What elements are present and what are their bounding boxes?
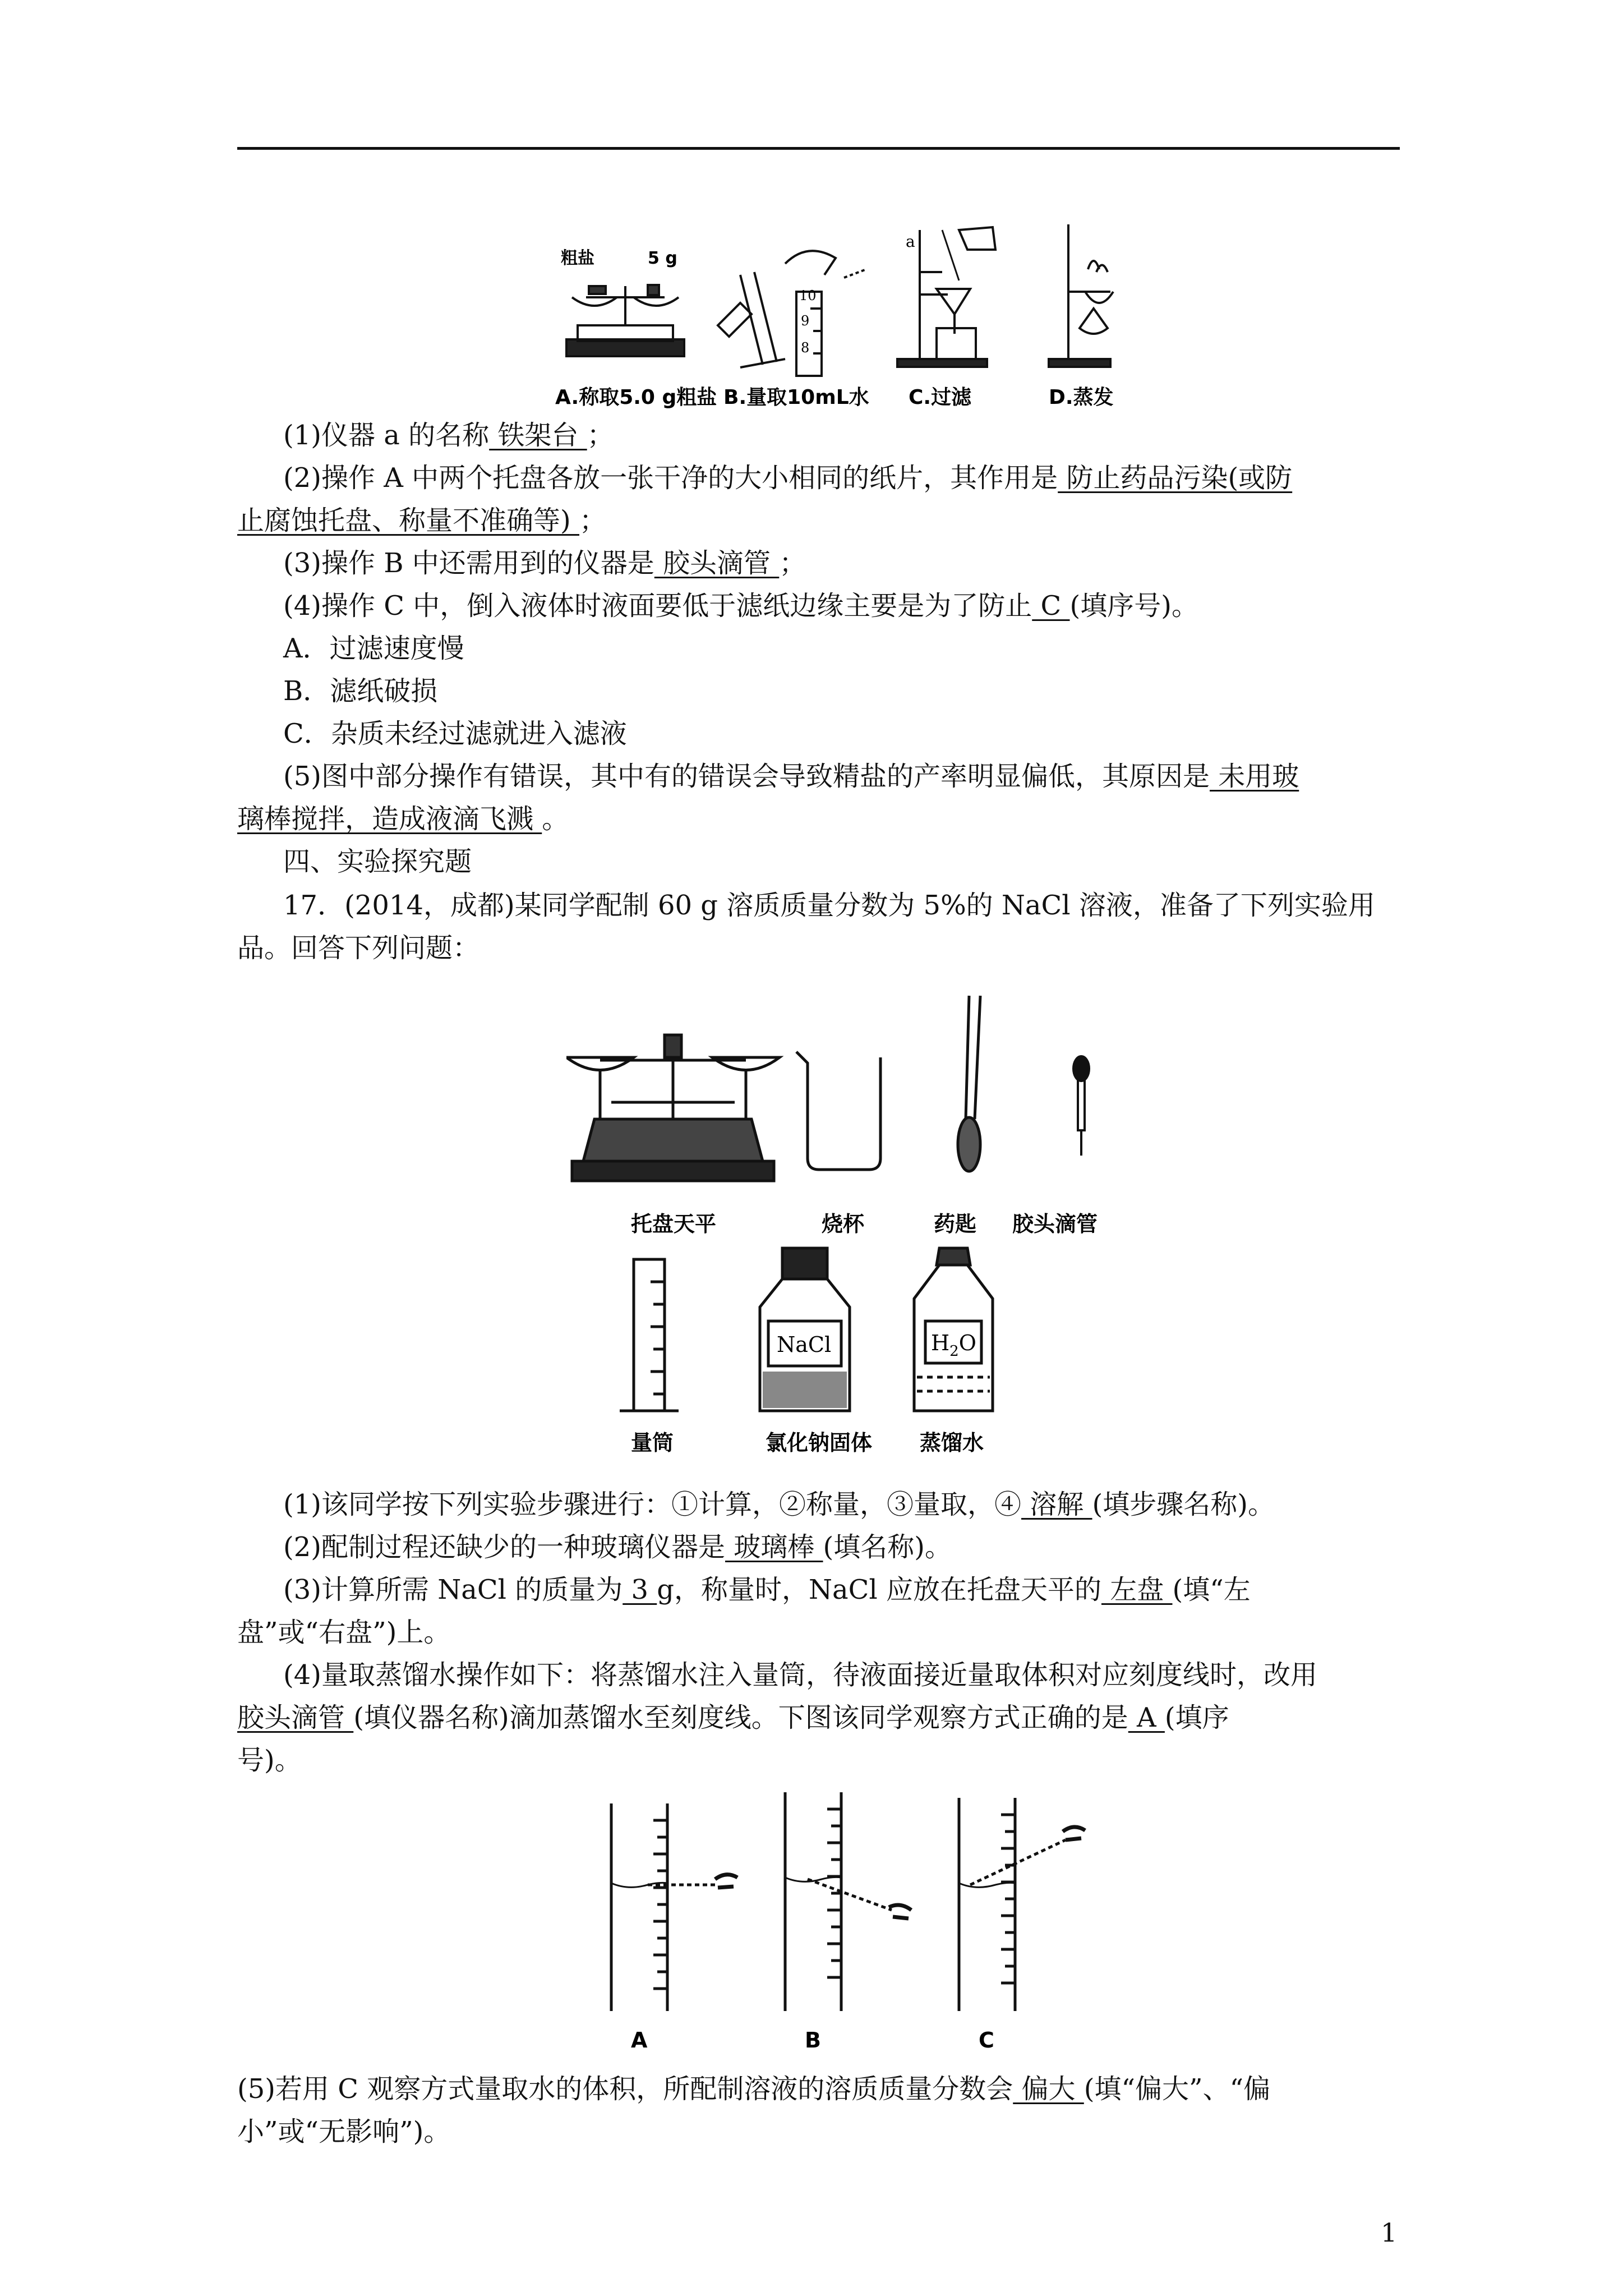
- spoon-image: [958, 996, 980, 1171]
- iron-stand-label: a: [906, 232, 915, 251]
- q17-part3-cont: 盘”或“右盘”)上。: [237, 1617, 451, 1648]
- q17-part1: (1)该同学按下列实验步骤进行：①计算，②称量，③量取，④ 溶解 (填步骤名称)。: [283, 1489, 1275, 1520]
- water-bottle-image: [914, 1248, 993, 1411]
- view-b-label: B: [805, 2028, 821, 2053]
- cylinder-label: 量筒: [631, 1430, 674, 1455]
- answer-blank: 胶头滴管: [237, 1702, 354, 1733]
- q16-option-a: A．过滤速度慢: [283, 633, 464, 664]
- answer-blank: 偏大: [1013, 2073, 1084, 2105]
- answer-blank: 溶解: [1021, 1489, 1092, 1520]
- caption-b: B.量取10mL水: [723, 386, 869, 409]
- q17-part3: (3)计算所需 NaCl 的质量为 3 g，称量时，NaCl 应放在托盘天平的 左盘 (填“左: [283, 1574, 1251, 1605]
- beaker-label: 烧杯: [822, 1212, 865, 1236]
- q17-part2: (2)配制过程还缺少的一种玻璃仪器是 玻璃棒 (填名称)。: [283, 1531, 952, 1563]
- balance-label: 托盘天平: [631, 1212, 717, 1236]
- beaker-image: [796, 1052, 880, 1170]
- salt-purification-figure: [555, 219, 1150, 409]
- q16-part2-cont: 止腐蚀托盘、称量不准确等) ；: [237, 505, 607, 536]
- header-rule: [237, 147, 1400, 150]
- caption-a: A.称取5.0 g粗盐: [555, 386, 717, 409]
- nacl-bottle-image: [760, 1248, 850, 1411]
- tick-9: 9: [801, 313, 810, 329]
- cylinder-image: [620, 1259, 679, 1411]
- dropper-image: [1073, 1056, 1089, 1156]
- answer-blank: C: [1032, 590, 1070, 622]
- answer-blank: 止腐蚀托盘、称量不准确等): [237, 505, 579, 536]
- tick-10: 10: [799, 288, 817, 303]
- caption-c: C.过滤: [909, 386, 972, 409]
- balance-illustration: [566, 285, 684, 356]
- crude-salt-label: 粗盐: [561, 249, 594, 268]
- q16-part2: (2)操作 A 中两个托盘各放一张干净的大小相同的纸片，其作用是 防止药品污染(或防: [283, 462, 1293, 494]
- q17-part5-cont: 小”或“无影响”)。: [237, 2116, 451, 2147]
- q16-part5-cont: 璃棒搅拌，造成液滴飞溅 。: [237, 803, 569, 835]
- cylinder-reading-figure: [606, 1787, 1099, 2056]
- answer-blank: 防止药品污染(或防: [1058, 462, 1293, 494]
- q17-stem-cont: 品。回答下列问题：: [237, 932, 480, 964]
- answer-blank: 未用玻: [1210, 761, 1299, 792]
- view-c-label: C: [979, 2028, 994, 2053]
- view-a-diagram: [611, 1803, 737, 2011]
- answer-blank: 胶头滴管: [654, 547, 780, 579]
- q16-option-b: B．滤纸破损: [283, 675, 438, 707]
- q17-stem: 17．(2014，成都)某同学配制 60 g 溶质质量分数为 5%的 NaCl 溶液，准备了下列实验用: [283, 890, 1375, 921]
- answer-blank: A: [1128, 1702, 1165, 1733]
- balance-image: [566, 1035, 780, 1181]
- nacl-label: 氯化钠固体: [766, 1430, 873, 1455]
- apparatus-figure: [566, 984, 1127, 1461]
- water-label: 蒸馏水: [920, 1430, 984, 1455]
- q16-part4: (4)操作 C 中，倒入液体时液面要低于滤纸边缘主要是为了防止 C (填序号)。: [283, 590, 1198, 622]
- answer-blank: 玻璃棒: [725, 1531, 823, 1563]
- answer-blank: 璃棒搅拌，造成液滴飞溅: [237, 803, 542, 835]
- q16-part3: (3)操作 B 中还需用到的仪器是 胶头滴管 ；: [283, 547, 806, 579]
- weight-label: 5 g: [648, 249, 677, 268]
- q17-part5: (5)若用 C 观察方式量取水的体积，所配制溶液的溶质质量分数会 偏大 (填“偏大”、“偏: [237, 2073, 1271, 2105]
- spoon-label: 药匙: [934, 1212, 977, 1236]
- answer-blank: 左盘: [1101, 1574, 1173, 1605]
- q17-part4-end: 号)。: [237, 1745, 302, 1776]
- page-number: 1: [1381, 2217, 1398, 2248]
- caption-d: D.蒸发: [1049, 386, 1114, 409]
- nacl-label-text: NaCl: [777, 1332, 832, 1357]
- q17-part4: (4)量取蒸馏水操作如下：将蒸馏水注入量筒，待液面接近量取体积对应刻度线时，改用: [283, 1659, 1317, 1691]
- answer-blank: 铁架台: [489, 420, 587, 451]
- q16-part5: (5)图中部分操作有错误，其中有的错误会导致精盐的产率明显偏低，其原因是 未用玻: [283, 761, 1299, 792]
- water-label-text: $H_2O$: [931, 1331, 976, 1360]
- view-a-label: A: [631, 2028, 648, 2053]
- q17-part4-cont: 胶头滴管 (填仪器名称)滴加蒸馏水至刻度线。下图该同学观察方式正确的是 A (填序: [237, 1702, 1229, 1733]
- dropper-label: 胶头滴管: [1012, 1212, 1098, 1236]
- q16-part1: (1)仪器 a 的名称 铁架台 ；: [283, 420, 614, 451]
- q16-option-c: C．杂质未经过滤就进入滤液: [283, 718, 627, 749]
- measuring-illustration: [718, 251, 866, 376]
- view-b-diagram: [785, 1792, 911, 2011]
- section-heading: 四、实验探究题: [283, 846, 472, 877]
- evaporation-illustration: [1049, 224, 1113, 367]
- answer-blank: 3: [623, 1574, 657, 1605]
- view-c-diagram: [959, 1798, 1085, 2011]
- tick-8: 8: [801, 340, 810, 356]
